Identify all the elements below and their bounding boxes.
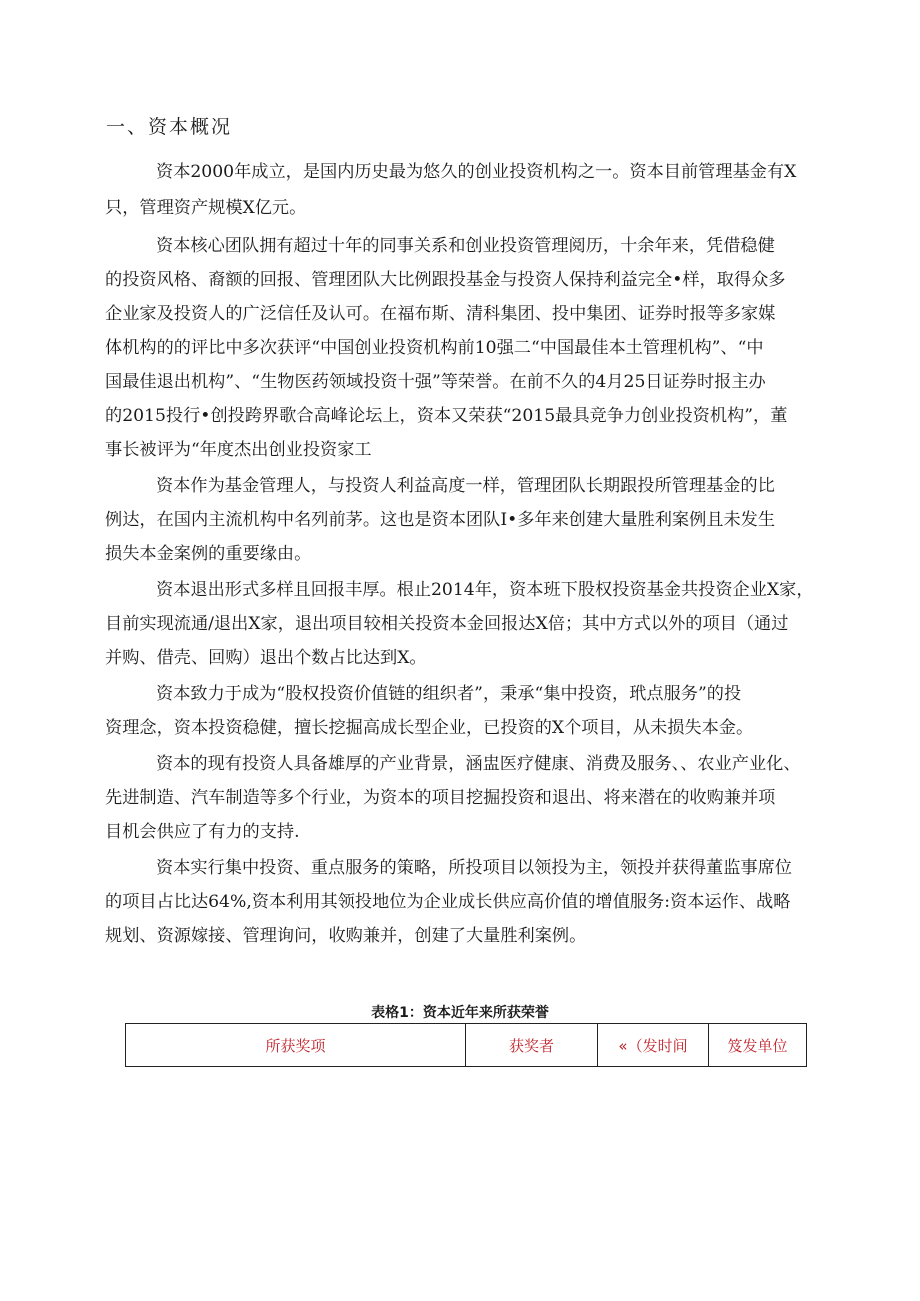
- body-line: 资本2000年成立，是国内历史最为悠久的创业投资机构之一。资本目前管理基金有X: [156, 162, 797, 182]
- body-line: 目前实现流通/退出X家，退出项目较相关投资本金回报达X倍；其中方式以外的项目（通过: [105, 614, 789, 634]
- body-line: 目机会供应了有力的支持.: [105, 822, 300, 842]
- body-line: 资本致力于成为“股权投资价值链的组织者”，秉承“集中投资，玳点服务”的投: [156, 684, 742, 704]
- body-line: 资理念，资本投资稳健，擅长挖掘高成长型企业，已投资的X个项目，从未损失本金。: [105, 718, 754, 738]
- awards-table: [125, 1023, 807, 1067]
- body-line: 的项目占比达64%,资本利用其领投地位为企业成长供应高价值的增值服务:资本运作、战略: [105, 892, 791, 912]
- body-line: 的2015投行•创投跨界歌合高峰论坛上，资本又荣获“2015最具竞争力创业投资机构”，董: [105, 406, 788, 426]
- body-line: 例达，在国内主流机构中名列前茅。这也是资本团队I•多年来创建大量胜利案例且未发生: [105, 510, 776, 530]
- body-line: 的投资风格、裔额的回报、管理团队大比例跟投基金与投资人保持利益完全•样，取得众多: [105, 270, 786, 290]
- body-line: 资本的现有投资人具备雄厚的产业背景，涵盅医疗健康、消费及服务、、农业产业化、: [156, 754, 801, 774]
- header-issuing-body: 笈发单位: [709, 1024, 807, 1067]
- header-recipient: 获奖者: [466, 1024, 598, 1067]
- body-line: 并购、借壳、回购）退出个数占比达到X。: [105, 648, 427, 668]
- header-award-item: 所获奖项: [126, 1024, 466, 1067]
- table-caption: 表格1：资本近年来所获荣誉: [371, 1005, 549, 1021]
- body-line: 资本核心团队拥有超过十年的同事关系和创业投资管理阅历，十余年来，凭借稳健: [156, 236, 775, 256]
- body-line: 资本退出形式多样且回报丰厚。根止2014年，资本班下股权投资基金共投资企业X家，: [156, 580, 814, 600]
- section-heading: 一、资本概况: [106, 116, 233, 138]
- body-line: 规划、资源嫁接、管理询问，收购兼并，创建了大量胜利案例。: [105, 926, 587, 946]
- body-line: 资本作为基金管理人，与投资人利益高度一样，管理团队长期跟投所管理基金的比: [156, 476, 775, 496]
- body-line: 体机构的的评比中多次获评“中国创业投资机构前10强二“中国最佳本土管理机构”、“中: [105, 338, 764, 358]
- body-line: 事长被评为“年度杰出创业投资家工: [105, 440, 372, 460]
- table-header-row: [126, 1024, 807, 1067]
- body-line: 国最佳退出机构”、“生物医药领域投资十强”等荣誉。在前不久的4月25日证券时报主办: [105, 372, 766, 392]
- header-issue-date: «（发时间: [598, 1024, 709, 1067]
- body-line: 先进制造、汽车制造等多个行业，为资本的项目挖掘投资和退出、将来潜在的收购兼并项: [105, 788, 776, 808]
- body-line: 资本实行集中投资、重点服务的策略，所投项目以领投为主，领投并获得董监事席位: [156, 858, 792, 878]
- body-line: 只，管理资产规模X亿元。: [105, 198, 307, 218]
- body-line: 企业家及投资人的广泛信任及认可。在福布斯、清科集团、投中集团、证券时报等多家媒: [105, 304, 776, 324]
- body-line: 损失本金案例的重要缘由。: [105, 544, 312, 564]
